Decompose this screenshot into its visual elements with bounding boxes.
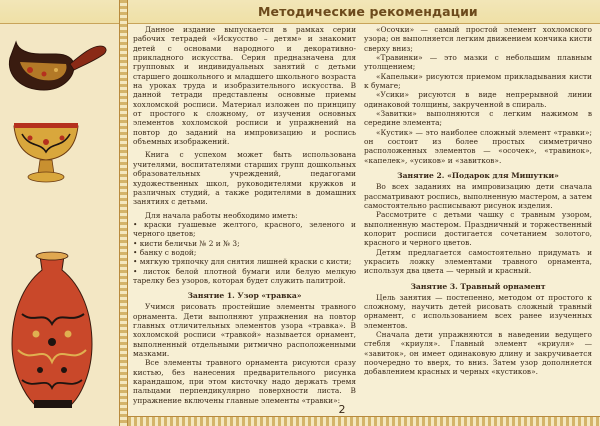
element-description: «Капельки» рисуются приемом прикладывания кисти к бумаге; bbox=[364, 71, 592, 91]
element-description: «Осочки» — самый простой элемент хохломского узора; он выполняется легким движением кончика кисти сверху вниз; bbox=[364, 25, 592, 53]
khokhloma-illustrations bbox=[0, 24, 120, 426]
lesson-1-paragraph: Все элементы травного орнамента рисуются сразу кистью, без нанесения предварительного рисунка карандашом, при этом кисточку надо держать тремя пальцами перпендикулярно поверхности листа. В упражнение включены главные элементы «травки»: bbox=[133, 358, 356, 405]
golden-cup-image bbox=[14, 123, 78, 182]
page-number: 2 bbox=[338, 403, 346, 416]
lesson-3-paragraph: Сначала дети упражняются в наведении ведущего стебля «криуля». Главный элемент «криуля» — «завиток», он имеет одинаковую длину и закручивается поочередно то вверх, то вниз. Затем узор дополняется добавлением красных и черных «кустиков». bbox=[364, 329, 592, 377]
lesson-1-paragraph: Учимся рисовать простейшие элементы травного орнамента. Дети выполняют упражнения на повтор главных отличительных элементов узора «травка». В хохломской росписи «травкой» называется орнамент, выполненный отдельными ритмично расположенными мазками. bbox=[133, 302, 356, 358]
materials-item: • банку с водой; bbox=[133, 247, 197, 257]
page-title: Методические рекомендации bbox=[258, 4, 478, 19]
lesson-3-paragraph: Цель занятия — постепенно, методом от простого к сложному, научить детей рисовать сложный травный орнамент, с использованием всех ранее изученных элементов. bbox=[364, 292, 592, 330]
text-column-middle bbox=[133, 25, 356, 405]
element-description: «Усики» рисуются в виде непрерывной линии одинаковой толщины, закрученной в спираль. bbox=[364, 90, 592, 109]
lesson-2-paragraph: Детям предлагается самостоятельно придумать и украсить ложку элементами травного орнамента, используя два цвета — черный и красный. bbox=[364, 247, 592, 276]
lesson-2-paragraph: Рассмотрите с детьми чашку с травным узором, выполненную мастером. Праздничный и торжественный колорит росписи достигается сочетанием золотого, красного и черного цветов. bbox=[364, 210, 592, 248]
lesson-1-heading: Занятие 1. Узор «травка» bbox=[187, 291, 302, 301]
materials-item: • листок белой плотной бумаги или белую мелкую тарелку без узоров, которая будет служить палитрой. bbox=[133, 266, 356, 285]
element-description: «Кустик» — это наиболее сложный элемент «травки»; он состоит из более простых симметрично расположенных элементов — «осочек», «травинок», «капелек», «усиков» и «завитков». bbox=[364, 127, 592, 165]
element-description: «Завитки» выполняются с легким нажимом в середине элемента; bbox=[364, 109, 592, 128]
vase-image bbox=[12, 252, 92, 408]
lesson-2-heading: Занятие 2. «Подарок для Мишутки» bbox=[397, 171, 559, 181]
materials-item: • мягкую тряпочку для снятия лишней краски с кисти; bbox=[133, 257, 352, 267]
materials-item: • краски гуашевые желтого, красного, зеленого и черного цветов; bbox=[133, 219, 356, 239]
materials-item: • кисти беличьи № 2 и № 3; bbox=[133, 238, 240, 248]
intro-paragraph: Данное издание выпускается в рамках серии рабочих тетрадей «Искусство – детям» и знакомит детей с основами народного и декоративно-прикладного искусства. Серия предназначена для групповых и индивидуальных занятий с детьми старшего дошкольного и младшего школьного возраста на уроках труда и изобразительного искусства. В данной тетради представлены основные приемы хохломской росписи. Материал изложен по принципу от простого к сложному, от изучения основных элементов хохломской росписи и упражнений на повтор до заданий на импровизацию и роспись объемных изображений. bbox=[133, 25, 356, 147]
ornament-border-bottom bbox=[128, 416, 600, 426]
lesson-3-heading: Занятие 3. Травный орнамент bbox=[410, 281, 546, 291]
materials-intro: Для начала работы необходимо иметь: bbox=[145, 210, 298, 220]
illustration-column bbox=[0, 24, 122, 426]
audience-paragraph: Книга с успехом может быть использована учителями, воспитателями старших групп дошкольных образовательных учреждений, педагогами художественных школ, руководителями кружков и различных студий, а также родителями в домашних занятиях с детьми. bbox=[133, 150, 356, 207]
text-column-right bbox=[364, 25, 592, 377]
lesson-2-paragraph: Во всех заданиях на импровизацию дети сначала рассматривают роспись, выполненную мастером, а затем самостоятельно расписывают рисунок изделия. bbox=[364, 182, 592, 210]
header-band bbox=[0, 0, 600, 24]
ornament-border-vertical bbox=[119, 0, 128, 426]
ladle-image bbox=[9, 42, 106, 90]
element-description: «Травинки» — это мазки с небольшим плавным утолщением; bbox=[364, 53, 592, 72]
